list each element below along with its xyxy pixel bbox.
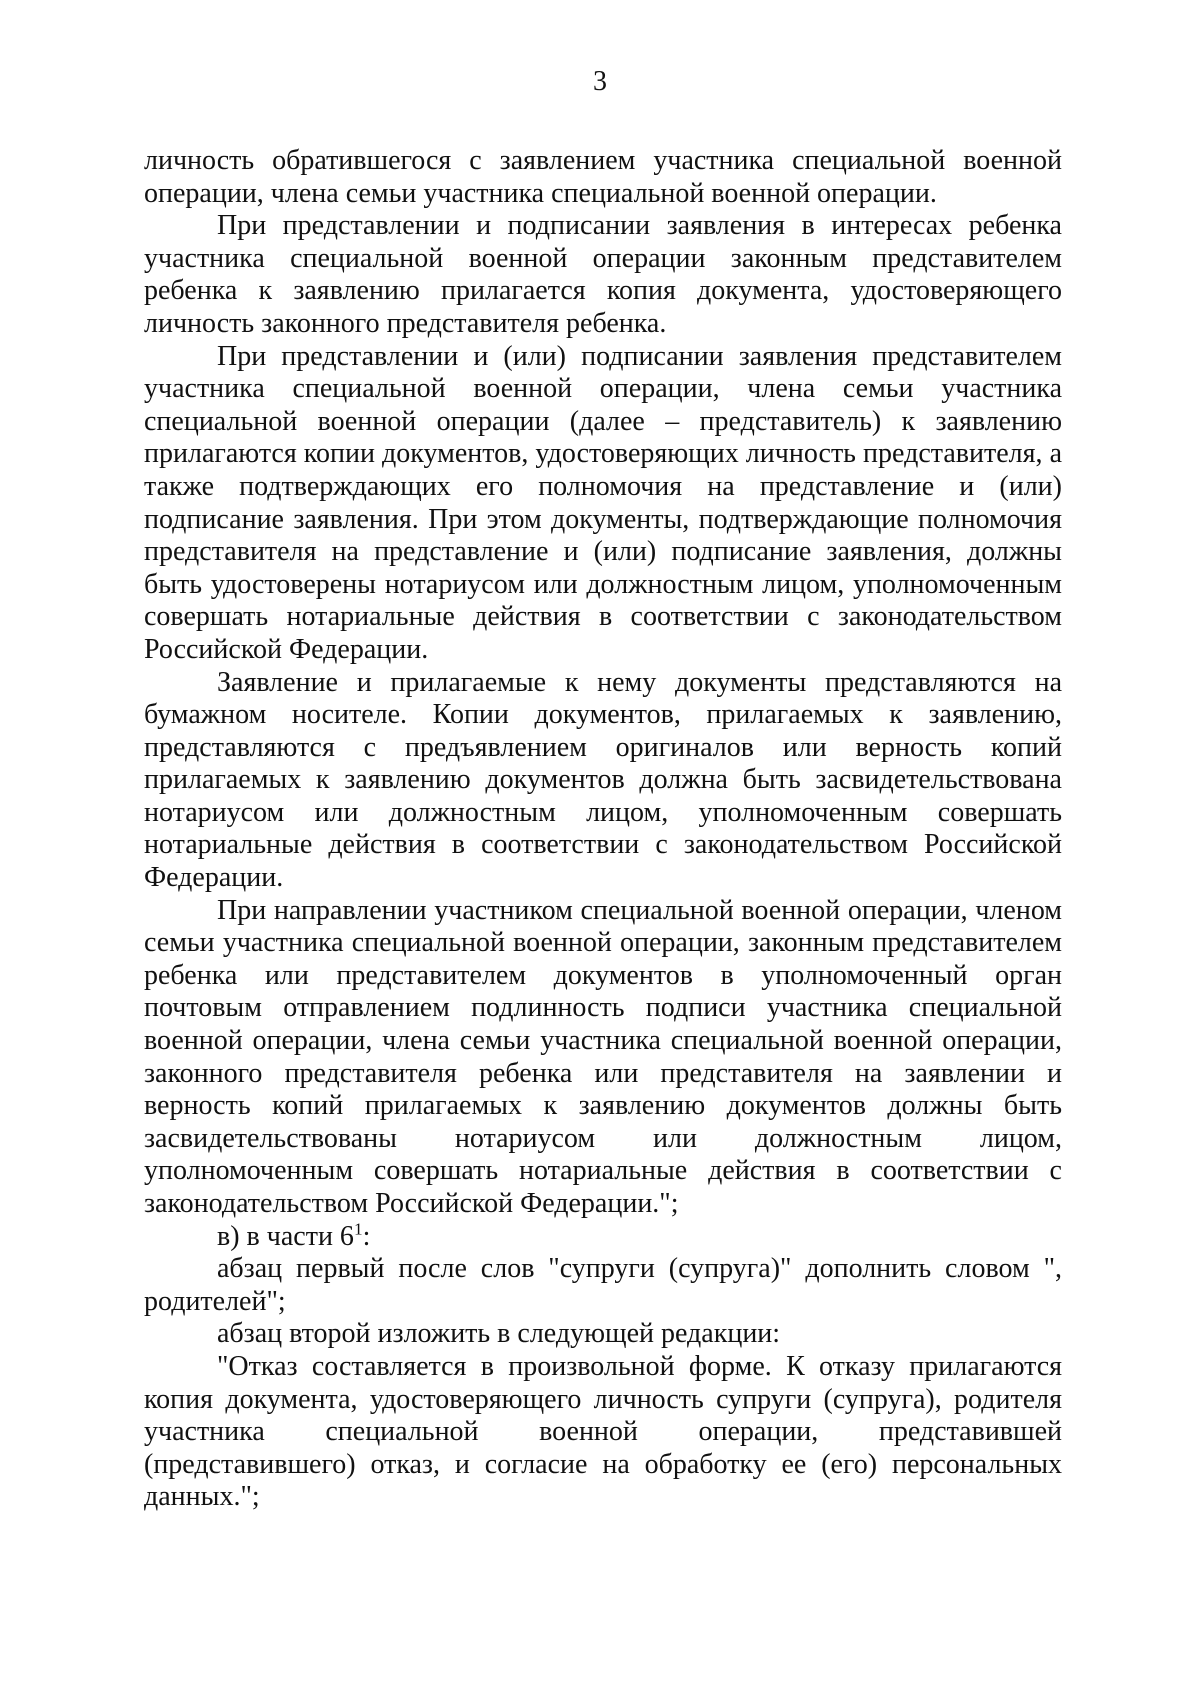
list-item-v-suffix: : (362, 1220, 371, 1252)
page-number: 3 (593, 66, 607, 97)
paragraph-postal-submission: При направлении участником специальной военной операции, членом семьи участника специальной военной операции, законным представителем ребенка или представителем документов в уполномоченный орган почтовым отправлением подлинность подписи участника специальной военной операции, члена семьи участника специальной военной операции, законного представителя ребенка или представителя на заявлении и верность копий прилагаемых к заявлению документов должны быть засвидетельствованы нотариусом или должностным лицом, уполномоченным совершать нотариальные действия в соответствии с законодательством Российской Федерации."; (144, 894, 1062, 1219)
paragraph-child-representative: При представлении и подписании заявления в интересах ребенка участника специальной военной операции законным представителем ребенка к заявлению прилагается копия документа, удостоверяющего личность законного представителя ребенка. (144, 210, 1062, 339)
paragraph-paper-submission: Заявление и прилагаемые к нему документы представляются на бумажном носителе. Копии документов, прилагаемых к заявлению, представляются с предъявлением оригиналов или верность копий прилагаемых к заявлению документов должна быть засвидетельствована нотариусом или должностным лицом, уполномоченным совершать нотариальные действия в соответствии с законодательством Российской Федерации. (144, 666, 1062, 894)
paragraph-continuation: личность обратившегося с заявлением участника специальной военной операции, члена семьи участника специальной военной операции. (144, 145, 1062, 209)
paragraph-amendment-first: абзац первый после слов "супруги (супруга)" дополнить словом ", родителей"; (144, 1253, 1062, 1317)
list-item-v-superscript: 1 (353, 1218, 363, 1238)
paragraph-representative-documents: При представлении и (или) подписании заявления представителем участника специальной военной операции, члена семьи участника специальной военной операции (далее – представитель) к заявлению прилагаются копии документов, удостоверяющих личность представителя, а также подтверждающих его полномочия на представление и (или) подписание заявления. При этом документы, подтверждающие полномочия представителя на представление и (или) подписание заявления, должны быть удостоверены нотариусом или должностным лицом, уполномоченным совершать нотариальные действия в соответствии с законодательством Российской Федерации. (144, 340, 1062, 665)
list-item-v (144, 1218, 1062, 1254)
document-body (144, 145, 1062, 1514)
paragraph-amendment-second: абзац второй изложить в следующей редакции: (217, 1318, 781, 1350)
paragraph-refusal-text: "Отказ составляется в произвольной форме. К отказу прилагаются копия документа, удостоверяющего личность супруги (супруга), родителя участника специальной военной операции, представившей (представившего) отказ, и согласие на обработку ее (его) персональных данных."; (144, 1350, 1062, 1513)
list-item-v-text: в) в части 6 (217, 1220, 354, 1252)
